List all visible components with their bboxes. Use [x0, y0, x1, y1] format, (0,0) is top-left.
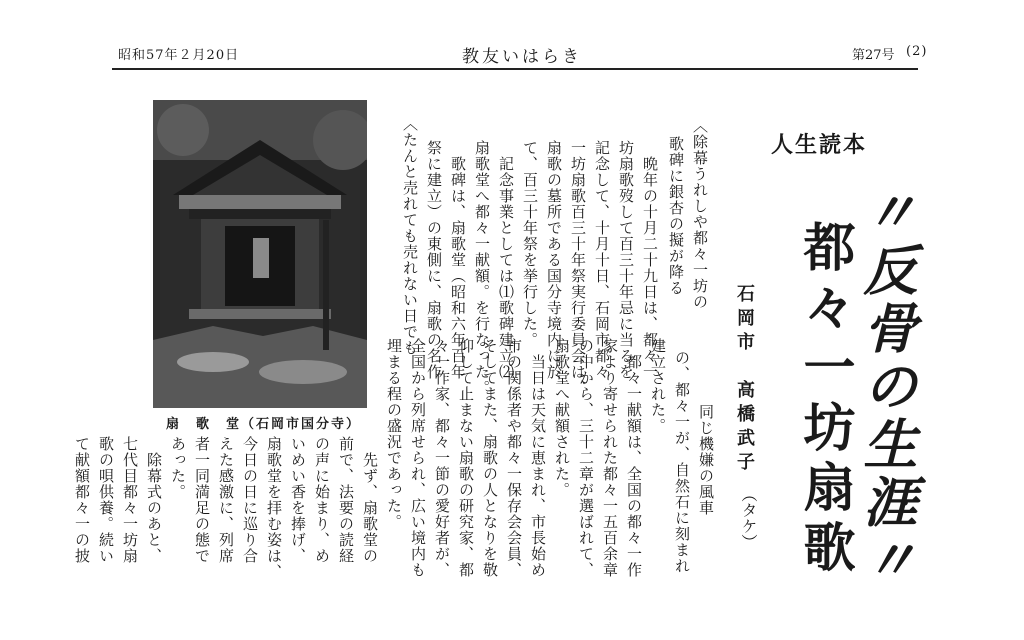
body-line: 記念事業としては⑴歌碑建立⑵ — [497, 140, 515, 380]
author-byline: 石岡市 高橋武子 — [734, 284, 755, 476]
body-line: 都々一献額は、全国の都々一作 — [625, 338, 643, 578]
series-label: 人生読本 — [771, 132, 868, 158]
body-line: の、都々一が、自然石に刻まれ — [673, 350, 691, 574]
photo-senkado — [153, 100, 367, 408]
body-line: 建立された。 — [649, 338, 667, 434]
body-line: 今日の日に巡り合 — [241, 436, 259, 564]
body-line: 歌の唄供養。続い — [97, 436, 115, 564]
body-line: 扇歌堂を拝む姿は、 — [265, 436, 283, 580]
body-line: 七代目都々一坊扇 — [121, 436, 139, 564]
body-line: て献額都々一の披 — [73, 436, 91, 564]
article-subtitle: 都々一坊扇歌 — [794, 220, 855, 580]
body-line: 埋まる程の盛況であった。 — [385, 338, 403, 530]
body-line: 当日は天気に恵まれ、市長始め — [529, 338, 547, 578]
body-line: 々一作家、都々一節の愛好者が、 — [433, 338, 451, 578]
photo-caption: 扇 歌 堂（石岡市国分寺） — [166, 417, 362, 432]
body-line: 扇歌の墓所である国分寺境内に於 — [545, 140, 563, 380]
issue-number: 第27号 — [852, 48, 895, 63]
body-line: いめい香を捧げ、 — [289, 436, 307, 564]
newspaper-title: 教友いはらき — [462, 47, 582, 67]
article-title: 〃反骨の生涯〃 — [855, 184, 919, 590]
body-line: 〈たんと売れても売れない日でも — [401, 116, 419, 356]
body-line: て、百三十年祭を挙行した。 — [521, 140, 539, 348]
body-line: えた感激に、列席 — [217, 436, 235, 564]
body-line: 扇歌堂へ献額された。 — [553, 338, 571, 498]
body-line: の声に始まり、め — [313, 436, 331, 564]
body-line: 歌碑は、扇歌堂（昭和六年百年 — [449, 140, 467, 380]
body-line: あった。 — [169, 436, 187, 500]
body-line: 晩年の十月二十九日は、都々一 — [641, 156, 659, 380]
body-line: 除幕式のあと、 — [145, 436, 163, 564]
page-number: (2) — [906, 44, 928, 59]
body-line: 同じ機嫌の風車 — [697, 404, 715, 516]
poem-line-2: 歌碑に銀杏の擬が降る — [667, 136, 685, 296]
body-line: 扇歌堂へ都々一献額。を行なった。 — [473, 140, 491, 396]
body-line: 市の関係者や都々一保存会会員、 — [505, 338, 523, 578]
body-line: の中から、三十二章が選ばれて、 — [577, 338, 595, 578]
poem-line-1: 〈除幕うれしや都々一坊の — [691, 118, 709, 310]
body-line: 坊扇歌歿して百三十年忌に当るを — [617, 140, 635, 380]
body-line: 前で、法要の読経 — [337, 436, 355, 564]
header-rule — [112, 68, 918, 70]
body-line: そしてまた、扇歌の人となりを敬 — [481, 338, 499, 578]
body-line: 記念して、十月十日、石岡市都々 — [593, 140, 611, 380]
body-line: 家より寄せられた都々一五百余章 — [601, 338, 619, 578]
body-line: 先ず、扇歌堂の — [361, 436, 379, 564]
body-line: 一坊扇歌百三十年祭実行委員会は、 — [569, 140, 587, 396]
body-line: 全国から列席せられ、広い境内も — [409, 338, 427, 578]
issue-date: 昭和57年２月20日 — [118, 48, 240, 63]
author-name-reading: （タケ） — [739, 486, 758, 550]
body-line: 祭に建立）の東側に、扇歌の名作 — [425, 140, 443, 380]
body-line: 者一同満足の態で — [193, 436, 211, 564]
senkado-photo-image — [153, 100, 367, 408]
body-line: 仰して止まない扇歌の研究家、都 — [457, 338, 475, 578]
